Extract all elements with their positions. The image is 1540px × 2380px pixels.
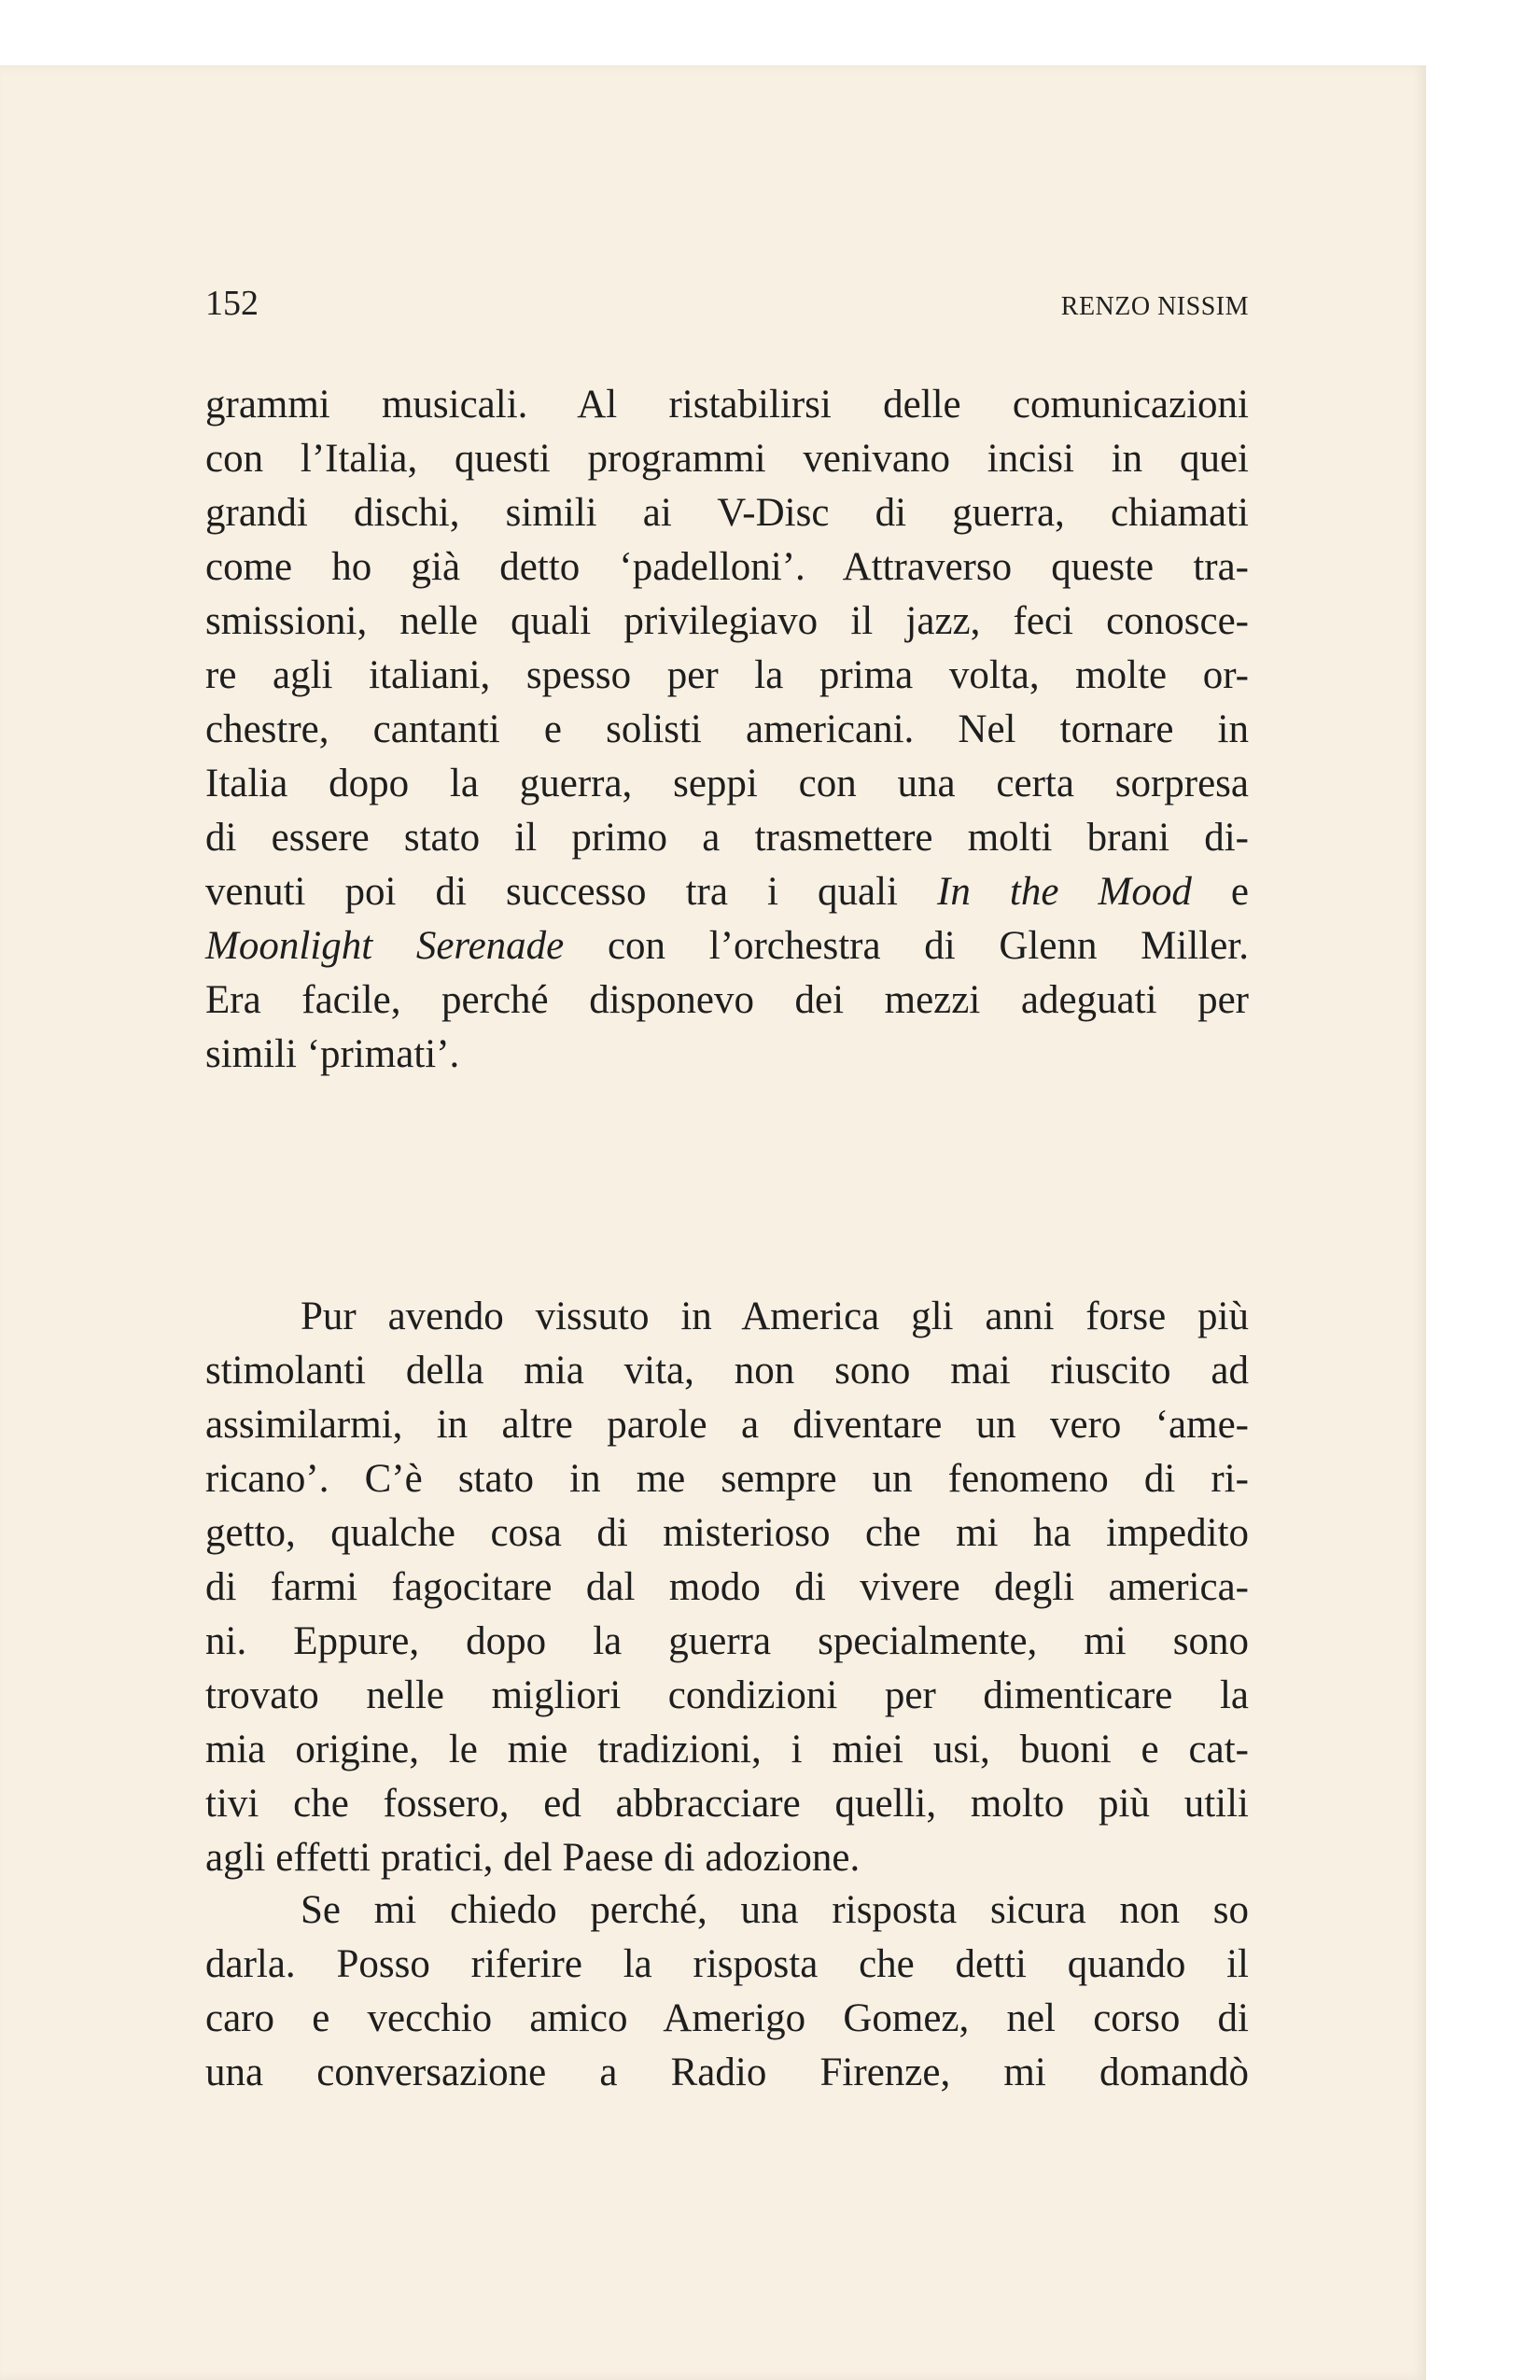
text-line: re agli italiani, spesso per la prima volta, molte or- [205, 653, 1249, 697]
page-number: 152 [205, 284, 259, 323]
song-title: Moonlight Serenade [205, 924, 565, 968]
text-line: ricano’. C’è stato in me sempre un fenomeno di ri- [205, 1457, 1249, 1501]
text-line: caro e vecchio amico Amerigo Gomez, nel corso di [205, 1996, 1249, 2040]
song-title: In the Mood [937, 870, 1192, 914]
text-line: di essere stato il primo a trasmettere molti brani di- [205, 816, 1249, 860]
text-line: mia origine, le mie tradizioni, i miei usi, buoni e cat- [205, 1728, 1249, 1771]
text-line: trovato nelle migliori condizioni per dimenticare la [205, 1673, 1249, 1717]
text-line: agli effetti pratici, del Paese di adozione. [205, 1836, 861, 1880]
paragraph-3 [205, 1883, 1249, 2100]
text-line: grandi dischi, simili ai V-Disc di guerra, chiamati [205, 491, 1249, 535]
text-line: chestre, cantanti e solisti americani. Nel tornare in [205, 707, 1249, 751]
paragraph-2 [205, 1290, 1249, 1885]
text-line: tivi che fossero, ed abbracciare quelli, molto più utili [205, 1782, 1249, 1826]
running-head: RENZO NISSIM [1060, 292, 1249, 321]
line-text: con l’orchestra di Glenn Miller. [607, 924, 1249, 968]
text-line: di farmi fagocitare dal modo di vivere degli america- [205, 1565, 1249, 1609]
page-header [205, 280, 1249, 327]
text-line: simili ‘primati’. [205, 1032, 460, 1076]
text-line: come ho già detto ‘padelloni’. Attraverso queste tra- [205, 545, 1249, 589]
text-line [205, 865, 1249, 919]
text-line [205, 919, 1249, 973]
text-line: con l’Italia, questi programmi venivano incisi in quei [205, 437, 1249, 481]
text-line: smissioni, nelle quali privilegiavo il jazz, feci conosce- [205, 599, 1249, 643]
text-line: una conversazione a Radio Firenze, mi domandò [205, 2051, 1249, 2094]
text-line: Se mi chiedo perché, una risposta sicura non so [301, 1888, 1249, 1932]
line-text: venuti poi di successo tra i quali [205, 870, 898, 914]
text-line: getto, qualche cosa di misterioso che mi ha impedito [205, 1511, 1249, 1555]
text-line: Italia dopo la guerra, seppi con una certa sorpresa [205, 762, 1249, 805]
paragraph-1 [205, 378, 1249, 1082]
text-line: stimolanti della mia vita, non sono mai riuscito ad [205, 1349, 1249, 1393]
line-text: e [1230, 870, 1249, 914]
text-line: grammi musicali. Al ristabilirsi delle comunicazioni [205, 383, 1249, 427]
text-line: Pur avendo vissuto in America gli anni forse più [301, 1295, 1249, 1338]
text-line: assimilarmi, in altre parole a diventare un vero ‘ame- [205, 1403, 1249, 1447]
text-line: Era facile, perché disponevo dei mezzi adeguati per [205, 978, 1249, 1022]
text-line: darla. Posso riferire la risposta che detti quando il [205, 1942, 1249, 1986]
text-line: ni. Eppure, dopo la guerra specialmente, mi sono [205, 1619, 1249, 1663]
